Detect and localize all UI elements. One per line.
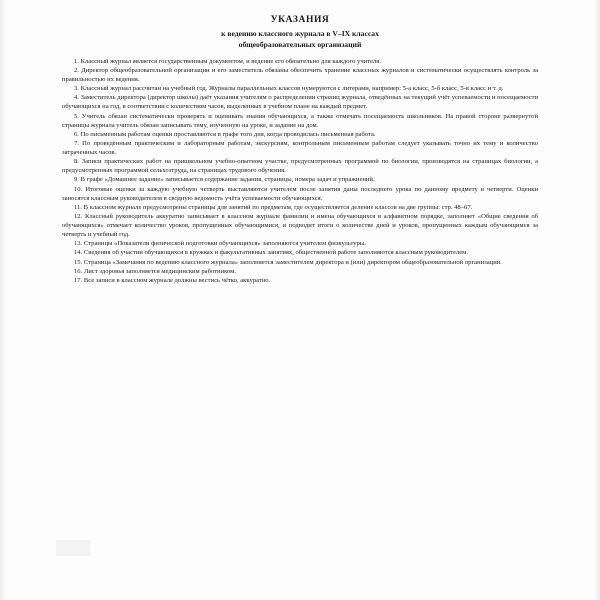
paragraph-3: 3. Классный журнал рассчитан на учебный год. Журналы параллельных классов нумеруются с литерами, например: 5-а класс, 5-б класс, 5-в класс и т. д. (74, 85, 504, 93)
paragraph-1: 1. Классный журнал является государственным документом, и ведение его обязательно для каждого учителя. (74, 57, 381, 65)
paragraph-10: 10. Итоговые оценки за каждую учебную четверть выставляются учителем после занятия даны последнего урока по данному предмету в четверти. Оценки заносятся классным руководителем в сводную ведомость учёта успеваемости обучающихся. (62, 185, 538, 202)
paragraph-2: 2. Директор общеобразовательной организации и его заместитель обязаны обеспечить хранение классных журналов и систематически осуществлять контроль за правильностью их ведения. (62, 66, 538, 84)
document-subtitle-line-1: к ведению классного журнала в V–IX классах (221, 28, 379, 38)
document-body (62, 57, 538, 285)
paragraph-5: 5. Учитель обязан систематически проверять и оценивать знания обучающихся, а также отмечать посещаемость школьников. На правой стороне развернутой страницы журнала учитель обязан записывать тему, изученную на уроке, и задание на дом. (62, 112, 538, 129)
paragraph-15: 15. Страница «Замечания по ведению классного журнала» заполняется заместителем директора и (или) директором общеобразовательной организации. (74, 258, 502, 266)
page-title: УКАЗАНИЯ (270, 15, 330, 25)
page-edge-shadow-right (593, 0, 600, 600)
paragraph-8: 8. Записи практических работ на пришкольном учебно-опытном участке, предусмотренных программой по биологии, производятся на страницах биологии, а предусмотренных программой сельхозтруда, на страницах трудового обучения. (62, 158, 538, 175)
paragraph-14: 14. Сведения об участии обучающихся в кружках и факультативных занятиях, общественной работе заполняются классным руководителем. (74, 249, 468, 257)
paragraph-13: 13. Страницы «Показатели физической подготовки обучающихся» заполняются учителем физкультуры. (74, 240, 366, 248)
paragraph-17: 17. Все записи в классном журнале должны вестись чётко, аккуратно. (74, 276, 271, 284)
paper-smudge (56, 540, 90, 556)
title-block (62, 14, 538, 50)
paragraph-6: 6. По письменным работам оценки проставляются в графе того дня, когда проводилась письменная работа. (74, 130, 376, 138)
paragraph-12: 12. Классный руководитель аккуратно записывает в классном журнале фамилии и имена обучающихся в алфавитном порядке, заполняет «Общие сведения об обучающихся» отмечает количество уроков, пропущенных обучающимися, и подводит итоги о количестве дней и уроков, пропущенных каждым обучающимся за четверть и учебный год. (62, 212, 538, 239)
paragraph-9: 9. В графе «Домашнее задание» записывается содержание задания, страницы, номера задач и упражнений. (74, 176, 375, 184)
paragraph-11: 11. В классном журнале предусмотрены страницы для занятий по предметам, где осуществляется деление классов на две группы: стр. 48–67. (74, 203, 473, 211)
page-edge-shadow-left (0, 0, 7, 600)
paragraph-4: 4. Заместитель директора (директор школы) даёт указания учителям о распределении страниц журнала, отведённых на текущий учёт успеваемости и посещаемости обучающихся на год, в соответствии с количеством часов, выделенных в учебном плане на каждый предмет. (62, 94, 538, 111)
paragraph-16: 16. Лист здоровья заполняется медицинским работником. (74, 267, 236, 275)
paragraph-7: 7. По проведённым практическим и лабораторным работам, экскурсиям, контрольным письменным работам следует указывать точно их тему и количество затраченных часов. (62, 139, 538, 157)
document-subtitle-line-2: общеобразовательных организаций (238, 39, 362, 49)
